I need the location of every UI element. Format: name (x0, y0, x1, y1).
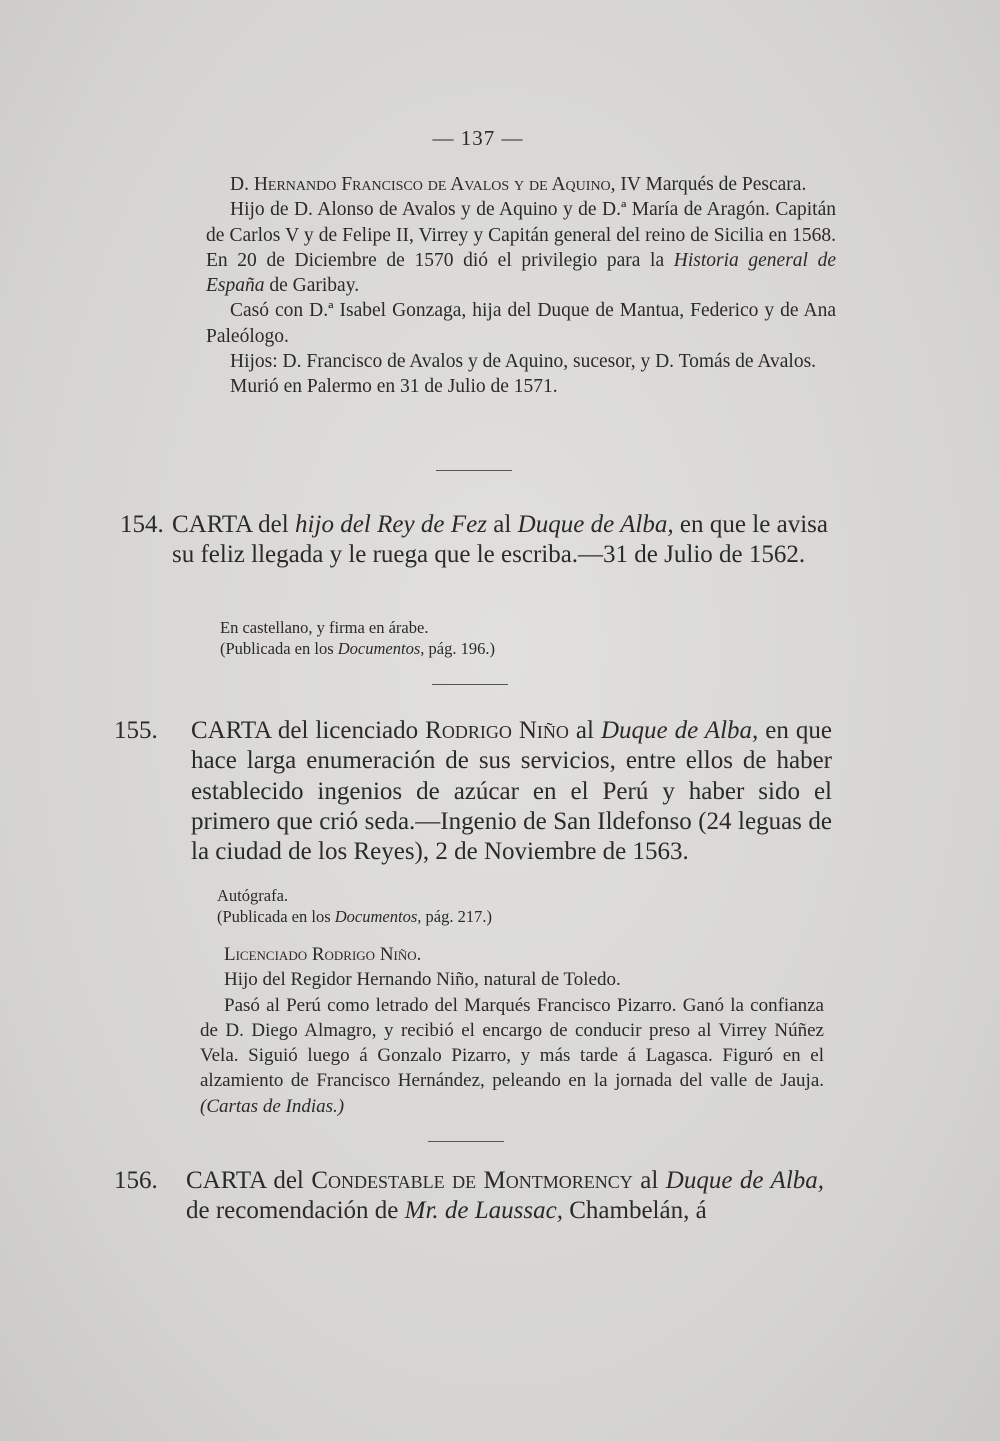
page-number: — 137 — (432, 126, 524, 150)
bio-text: Pasó al Perú como letrado del Marqués Francisco Pizarro. Ganó la confianza de D. Diego Almagro, y recibió el encargo de conducir preso al Virrey Núñez Vela. Siguió luego á Gonzalo Pizarro, y más tarde á Lagasca. Figuró en el alzamiento de Francisco Hernández, peleando en la jornada del valle de Jauja. (200, 994, 824, 1092)
entry-154 (120, 510, 828, 571)
entry-italic: Duque de Alba, (600, 717, 759, 744)
bio-heading (206, 172, 836, 197)
bio-text: Hijo de D. Alonso de Avalos y de Aquino y de D.ª María de Aragón. Capitán de Carlos V y de Felipe II, Virrey y Capitán general del reino de Sicilia en 1568. En 20 de Diciembre de 1570 dió el privilegio para la (206, 199, 836, 271)
note-italic: Documentos, (334, 907, 422, 926)
separator-rule (432, 684, 508, 685)
bio-paragraph: Casó con D.ª Isabel Gonzaga, hija del Duque de Mantua, Federico y de Ana Paleólogo. (206, 300, 836, 347)
note-text: (Publicada en los (220, 639, 334, 658)
entry-text-part: en que le avisa su feliz llegada y le ruega que le escriba.—31 de Julio de 1562. (172, 511, 828, 569)
biography-nino (200, 942, 824, 1119)
entry-text (191, 716, 832, 867)
entry-text-part: Chambelán, á (569, 1197, 707, 1225)
note-line: Autógrafa. (217, 886, 289, 905)
note-text: pág. 196.) (428, 639, 495, 658)
entry-italic: Duque de Alba, (517, 511, 674, 538)
entry-italic: hijo del Rey de Fez (295, 511, 487, 538)
entry-text (186, 1166, 824, 1227)
entry-italic: Duque de Alba, (665, 1167, 825, 1194)
entry-smallcaps: Condestable de Montmorency (311, 1167, 633, 1194)
book-title: Historia general de España (206, 249, 837, 297)
bio-paragraph (206, 197, 836, 298)
entry-155 (114, 716, 832, 867)
note-text: pág. 217.) (425, 907, 492, 926)
biography-pescara (206, 172, 836, 400)
entry-text-part: CARTA del (186, 1167, 304, 1194)
entry-text (172, 510, 828, 571)
entry-number: 154. (120, 511, 164, 538)
note-italic: Documentos, (337, 639, 425, 658)
bio-title: IV Marqués de Pescara. (620, 174, 807, 195)
note-line (220, 638, 820, 659)
entry-text-part: de recomendación de (186, 1197, 399, 1225)
note-line (217, 906, 817, 927)
entry-number: 155. (114, 717, 158, 744)
entry-156 (114, 1166, 824, 1227)
bio-text: de Garibay. (269, 275, 360, 297)
source-citation: (Cartas de Indias.) (200, 1095, 345, 1117)
separator-rule (428, 1141, 504, 1142)
entry-smallcaps: Rodrigo Niño (425, 717, 569, 744)
entry-text-part: al (493, 511, 512, 538)
bio-paragraph (200, 993, 824, 1119)
entry-italic: Mr. de Laussac, (404, 1197, 563, 1225)
bio-name: D. Hernando Francisco de Avalos y de Aquino, (230, 174, 616, 195)
note-text: (Publicada en los (217, 907, 331, 926)
bio-paragraph: Hijo del Regidor Hernando Niño, natural de Toledo. (224, 969, 621, 991)
entry-text-part: al (575, 717, 594, 744)
entry-154-notes (220, 617, 820, 659)
bio-paragraph: Hijos: D. Francisco de Avalos y de Aquino, sucesor, y D. Tomás de Avalos. (230, 351, 817, 373)
entry-text-part: en que hace larga enumeración de sus servicios, entre ellos de haber establecido ingenios de azúcar en el Perú y haber sido el primero que crió seda.—Ingenio de San Ildefonso (24 leguas de la ciudad de los Reyes), 2 de Noviembre de 1563. (191, 717, 832, 866)
separator-rule (436, 470, 512, 471)
note-line: En castellano, y firma en árabe. (220, 618, 429, 637)
bio-paragraph: Murió en Palermo en 31 de Julio de 1571. (230, 376, 558, 398)
entry-155-notes (217, 885, 817, 927)
bio-heading: Licenciado Rodrigo Niño. (224, 944, 422, 965)
entry-text-part: CARTA del licenciado (191, 717, 419, 744)
entry-text-part: CARTA del (172, 511, 289, 538)
entry-number: 156. (114, 1167, 158, 1194)
entry-text-part: al (640, 1167, 659, 1194)
